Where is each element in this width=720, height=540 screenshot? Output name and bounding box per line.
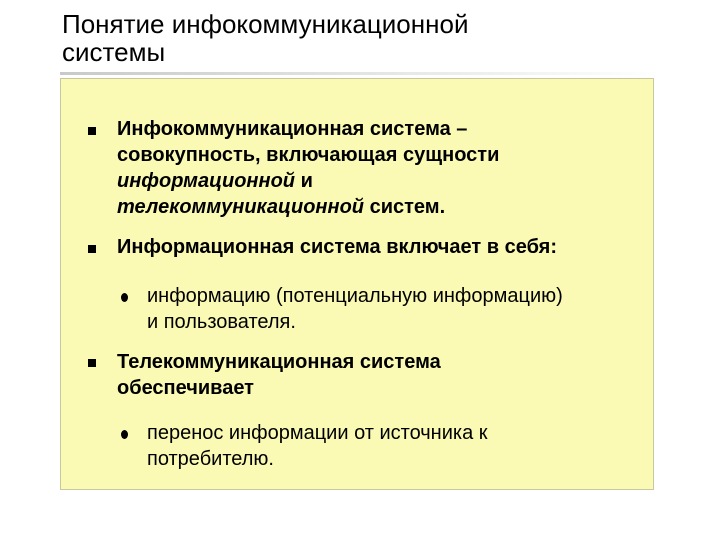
item-1-line-2: совокупность, включающая сущности (117, 144, 500, 166)
title-divider (60, 72, 660, 75)
square-bullet-icon (88, 359, 96, 367)
item-1-text (117, 116, 637, 220)
item-3-line-1: Телекоммуникационная система (117, 351, 441, 373)
title-line-1: Понятие инфокоммуникационной (62, 9, 469, 39)
square-bullet-icon (88, 127, 96, 135)
item-1-italic-2: телекоммуникационной (117, 196, 365, 218)
title-line-2: системы (62, 37, 166, 67)
item-3-line-2: обеспечивает (117, 377, 254, 399)
item-2-text (117, 234, 637, 260)
item-2-sub-line-2: и пользователя. (147, 311, 296, 333)
round-bullet-icon (121, 293, 128, 302)
slide-title (62, 10, 662, 66)
item-1-line-1: Инфокоммуникационная система – (117, 118, 468, 140)
item-1-line-3 (117, 168, 637, 194)
item-1-line-4 (117, 194, 637, 220)
item-3-sub-line-1: перенос информации от источника к (147, 422, 488, 444)
item-2-sub-line-1: информацию (потенциальную информацию) (147, 285, 563, 307)
item-2-line-1: Информационная система включает в себя: (117, 236, 558, 258)
item-1-line-3-rest: и (295, 170, 313, 192)
item-3-text (117, 349, 637, 401)
item-3-sub-text (147, 420, 647, 472)
round-bullet-icon (121, 430, 128, 439)
square-bullet-icon (88, 245, 96, 253)
item-3-sub-line-2: потребителю. (147, 448, 274, 470)
item-1-line-4-rest: систем. (364, 196, 446, 218)
content-box (60, 78, 654, 490)
item-1-italic-1: информационной (117, 170, 296, 192)
item-2-sub-text (147, 283, 647, 335)
